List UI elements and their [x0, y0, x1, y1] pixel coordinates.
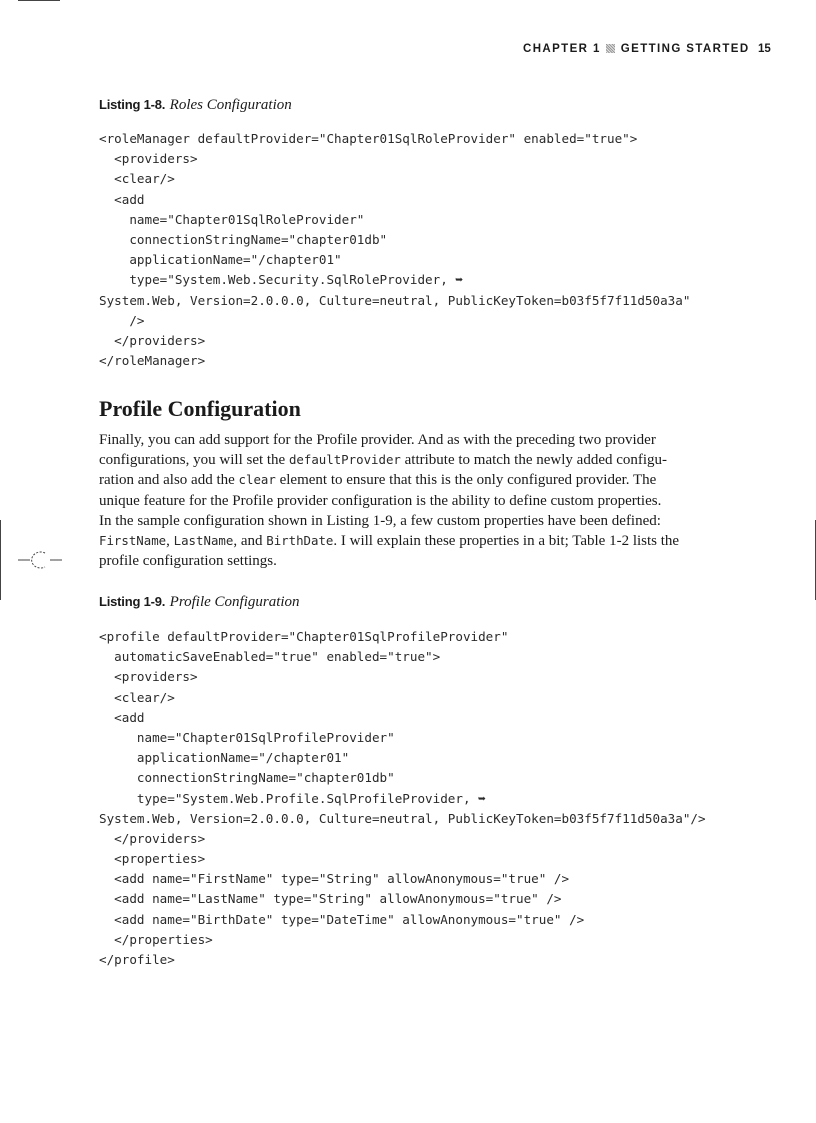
code-line: <add [99, 709, 145, 725]
running-header [0, 43, 816, 59]
listing-1-9-code [99, 627, 799, 970]
registration-mark-icon [18, 549, 62, 571]
code-line: </properties> [99, 931, 213, 947]
code-line: System.Web, Version=2.0.0.0, Culture=neutral, PublicKeyToken=b03f5f7f11d50a3a"/> [99, 810, 706, 826]
inline-code: BirthDate [266, 532, 334, 548]
chapter-label: CHAPTER 1 [523, 43, 601, 55]
code-line: name="Chapter01SqlProfileProvider" [99, 729, 395, 745]
code-line: <profile defaultProvider="Chapter01SqlProfileProvider" [99, 629, 509, 644]
crop-mark-top [18, 0, 60, 1]
page-number: 15 [758, 43, 771, 55]
code-line: </roleManager> [99, 353, 206, 369]
paragraph-line [99, 491, 719, 511]
code-line: <clear/> [99, 171, 175, 187]
inline-code: LastName [173, 532, 234, 548]
paragraph-line [99, 470, 719, 490]
paragraph-line [99, 450, 719, 470]
code-line: </profile> [99, 952, 175, 967]
code-line: <add name="LastName" type="String" allowAnonymous="true" /> [99, 891, 562, 907]
paragraph-text: unique feature for the Profile provider configuration is the ability to define custom properties. [99, 492, 662, 509]
listing-title: Roles Configuration [169, 97, 292, 113]
code-line: System.Web, Version=2.0.0.0, Culture=neutral, PublicKeyToken=b03f5f7f11d50a3a" [99, 292, 691, 308]
inline-code: defaultProvider [288, 452, 401, 468]
code-line: <add [99, 191, 145, 207]
code-line: type="System.Web.Profile.SqlProfileProvider, ➥ [99, 790, 486, 806]
chapter-name: GETTING STARTED [620, 43, 750, 55]
code-line: <add name="BirthDate" type="DateTime" allowAnonymous="true" /> [99, 911, 585, 927]
listing-1-8-code [99, 129, 799, 371]
crop-mark-left [0, 520, 1, 600]
code-line: applicationName="/chapter01" [99, 252, 342, 268]
code-line: applicationName="/chapter01" [99, 750, 350, 766]
code-line: automaticSaveEnabled="true" enabled="true"> [99, 649, 441, 665]
code-line: type="System.Web.Security.SqlRoleProvider, ➥ [99, 272, 463, 288]
paragraph-text: element to ensure that this is the only configured provider. The [275, 472, 657, 489]
code-line: name="Chapter01SqlRoleProvider" [99, 211, 365, 227]
inline-code: FirstName [99, 532, 167, 548]
section-heading: Profile Configuration [99, 396, 301, 421]
code-line: <providers> [99, 669, 198, 685]
code-line: </providers> [99, 830, 206, 846]
code-line: connectionStringName="chapter01db" [99, 770, 395, 786]
paragraph-text: . I will explain these properties in a bit; Table 1-2 lists the [333, 532, 680, 549]
paragraph-line [99, 551, 719, 571]
paragraph-text: configurations, you will set the [99, 452, 289, 469]
inline-code: clear [238, 472, 276, 488]
code-line: <roleManager defaultProvider="Chapter01SqlRoleProvider" enabled="true"> [99, 131, 638, 146]
paragraph-text: In the sample configuration shown in Listing 1-9, a few custom properties have been defined: [99, 512, 661, 529]
paragraph-text: Finally, you can add support for the Profile provider. And as with the preceding two provider [99, 432, 656, 448]
listing-label: Listing 1-8. [99, 97, 166, 112]
paragraph-line [99, 430, 719, 450]
paragraph-text: , [166, 532, 174, 549]
code-line: </providers> [99, 332, 206, 348]
paragraph-text: profile configuration settings. [99, 553, 277, 570]
separator-square-icon [606, 44, 615, 53]
code-line: connectionStringName="chapter01db" [99, 231, 388, 247]
code-line: /> [99, 312, 145, 328]
listing-1-9-caption [99, 594, 300, 611]
code-line: <providers> [99, 151, 198, 167]
body-paragraph [99, 430, 719, 571]
code-line: <add name="FirstName" type="String" allowAnonymous="true" /> [99, 871, 570, 887]
paragraph-line [99, 511, 719, 531]
listing-1-8-caption [99, 97, 292, 114]
listing-label: Listing 1-9. [99, 594, 166, 609]
code-line: <clear/> [99, 689, 175, 705]
paragraph-text: ration and also add the [99, 472, 239, 489]
listing-title: Profile Configuration [169, 594, 300, 610]
code-line: <properties> [99, 851, 206, 867]
chapter-title [523, 43, 750, 55]
paragraph-text: attribute to match the newly added configu- [400, 452, 668, 469]
paragraph-line [99, 531, 719, 551]
paragraph-text: , and [233, 532, 267, 549]
